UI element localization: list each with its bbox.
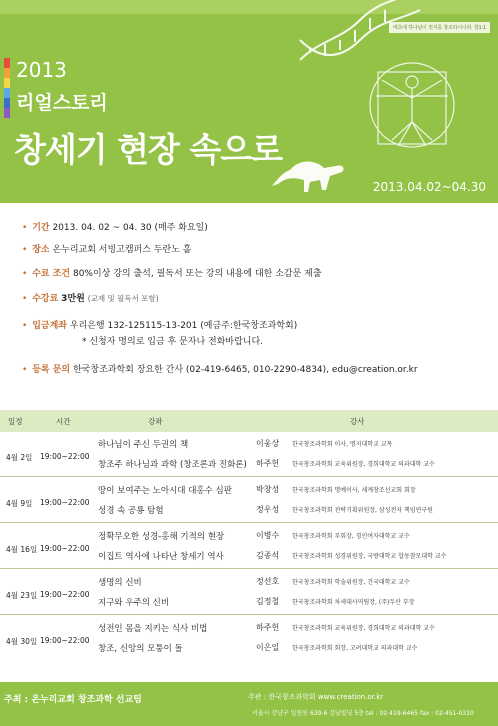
bullet-icon: • (22, 321, 28, 331)
dinosaur-icon (272, 162, 344, 193)
bullet-icon: • (22, 365, 28, 375)
info-period-label: 기간 (32, 223, 50, 233)
instructor-name: 이웅상 (256, 439, 280, 448)
info-condition (22, 266, 322, 279)
info-condition-label: 수료 조건 (32, 269, 71, 279)
row-divider (0, 522, 498, 523)
info-condition-value: 80%이상 강의 출석, 필독서 또는 강의 내용에 대한 소감문 제출 (72, 269, 322, 279)
lecture-title: 이집트 역사에 나타난 창세기 역사 (98, 552, 224, 562)
schedule-header-lecture: 강좌 (148, 417, 163, 426)
lecture-title: 창조주 하나님과 과학 (창조론과 진화론) (98, 460, 247, 470)
instructor-affiliation: 한국창조과학회 명예이사, 세계창조선교회 회장 (292, 487, 416, 494)
row-divider (0, 568, 498, 569)
row-time: 19:00~22:00 (40, 590, 90, 599)
info-account-value: 우리은행 132-125115-13-201 (예금주:한국창조과학회) (69, 321, 298, 331)
row-date: 4월 16일 (6, 545, 38, 554)
schedule-header-date: 일정 (8, 417, 23, 426)
lecture-title: 지구와 우주의 신비 (98, 598, 170, 608)
lecture-title: 성경 속 공룡 탐험 (98, 506, 164, 516)
event-date-range: 2013.04.02~04.30 (372, 180, 486, 194)
footer-host: 주최 : 온누리교회 창조과학 선교팀 (4, 695, 142, 705)
lecture-title: 땅이 보여주는 노아시대 대홍수 심판 (98, 486, 232, 496)
instructor-name: 하주헌 (256, 459, 280, 468)
schedule-header-instructor: 강사 (350, 417, 365, 426)
info-period (22, 220, 208, 233)
lecture-title: 정확무오한 성경-홍해 기적의 현장 (98, 532, 225, 542)
lecture-title: 하나님이 주신 두권의 책 (98, 440, 189, 450)
header-banner (0, 0, 498, 203)
instructor-affiliation: 한국창조과학회 회장, 고려대학교 의과대학 교수 (292, 645, 418, 652)
instructor-name: 김종석 (256, 551, 280, 560)
row-time: 19:00~22:00 (40, 498, 90, 507)
tagline: 태초에 하나님이 천지를 창조하시니라. 창1:1 (389, 22, 490, 33)
vitruvian-man-icon (370, 63, 454, 147)
footer (0, 682, 498, 726)
row-date: 4월 9일 (6, 499, 33, 508)
row-divider (0, 614, 498, 615)
info-registration (22, 362, 418, 375)
bullet-icon: • (22, 245, 28, 255)
instructor-affiliation: 한국창조과학회 성경위원장, 국방대학교 합동참모대학 교수 (292, 553, 447, 560)
info-fee (22, 291, 159, 304)
row-divider (0, 476, 498, 477)
instructor-affiliation: 한국창조과학회 교육위원장, 경희대학교 의과대학 교수 (292, 625, 435, 632)
bullet-icon: • (22, 294, 28, 304)
instructor-affiliation: 한국창조과학회 부회장, 경인여자대학교 교수 (292, 533, 410, 540)
row-time: 19:00~22:00 (40, 544, 90, 553)
instructor-affiliation: 한국창조과학회 학술위원장, 건국대학교 교수 (292, 579, 410, 586)
instructor-affiliation: 한국창조과학회 이사, 명지대학교 교목 (292, 441, 393, 448)
info-registration-label: 등록 문의 (32, 365, 71, 375)
row-date: 4월 30일 (6, 637, 38, 646)
info-fee-label: 수강료 (32, 294, 59, 304)
bullet-icon: • (22, 223, 28, 233)
info-account-note: * 신청자 명의로 입금 후 문자나 전화바랍니다. (82, 337, 264, 347)
info-place-label: 장소 (32, 245, 50, 255)
color-accent-bars (4, 58, 10, 118)
instructor-affiliation: 한국창조과학회 전략기획위원장, 삼성전자 책임연구원 (292, 507, 433, 514)
event-title: 창세기 현장 속으로 (14, 130, 283, 169)
info-period-value: 2013. 04. 02 ~ 04. 30 (매주 화요일) (52, 223, 208, 233)
schedule-header (0, 410, 498, 432)
footer-organizer: 주관 : 한국창조과학회 www.creation.or.kr (248, 693, 384, 701)
schedule-header-time: 시간 (56, 417, 71, 426)
info-account (22, 318, 297, 331)
info-registration-value: 한국창조과학회 장요한 간사 (02-419-6465, 010-2290-4834), edu@creation.or.kr (72, 365, 418, 375)
instructor-name: 박창성 (256, 485, 280, 494)
instructor-affiliation: 한국창조과학회 교육위원장, 경희대학교 의과대학 교수 (292, 461, 435, 468)
instructor-name: 이병수 (256, 531, 280, 540)
footer-address: 서울시 강남구 일원동 639-6 강남빌딩 5층 tel : 02-419-6465 fax : 02-451-0310 (252, 710, 474, 717)
instructor-name: 정우성 (256, 505, 280, 514)
instructor-affiliation: 한국창조과학회 차세대사역팀장, (주)두산 부장 (292, 599, 415, 606)
row-date: 4월 23일 (6, 591, 38, 600)
row-date: 4월 2일 (6, 453, 33, 462)
row-time: 19:00~22:00 (40, 636, 90, 645)
instructor-name: 김정철 (256, 597, 280, 606)
bullet-icon: • (22, 269, 28, 279)
lecture-title: 창조, 신앙의 모퉁이 돌 (98, 644, 183, 654)
info-fee-value: 3만원 (61, 294, 85, 304)
instructor-name: 이은일 (256, 643, 280, 652)
info-place (22, 242, 191, 255)
event-subtitle: 리얼스토리 (16, 92, 108, 114)
lecture-title: 생명의 신비 (98, 578, 142, 588)
event-year: 2013 (16, 58, 67, 82)
lecture-title: 성전인 몸을 지키는 식사 비법 (98, 624, 208, 634)
row-time: 19:00~22:00 (40, 452, 90, 461)
info-account-label: 입금계좌 (32, 321, 67, 331)
instructor-name: 하주헌 (256, 623, 280, 632)
info-place-value: 온누리교회 서빙고캠퍼스 두란노 홀 (52, 245, 192, 255)
info-fee-note: (교재 및 필독서 포함) (87, 294, 159, 303)
instructor-name: 정선호 (256, 577, 280, 586)
